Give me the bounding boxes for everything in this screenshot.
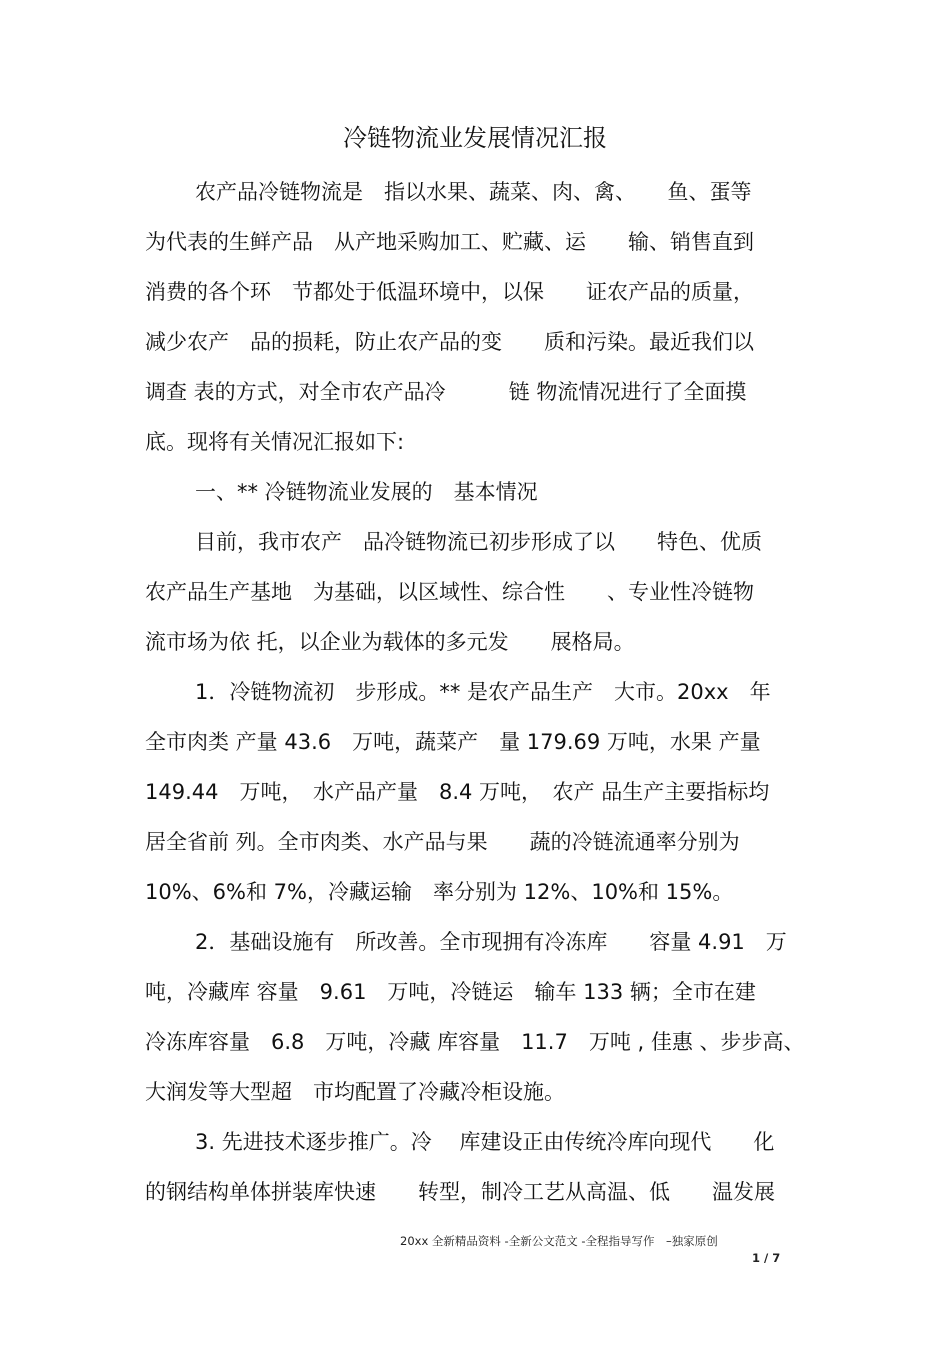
footer-text: 20xx 全新精品资料 -全新公文范文 -全程指导写作 –独家原创 — [400, 1234, 718, 1248]
paragraph-line: 全市肉类 产量 43.6 万吨，蔬菜产 量 179.69 万吨，水果 产量 — [145, 730, 761, 754]
paragraph-line: 3. 先进技术逐步推广。冷 库建设正由传统冷库向现代 化 — [195, 1130, 775, 1154]
paragraph-line: 2．基础设施有 所改善。全市现拥有冷冻库 容量 4.91 万 — [195, 930, 787, 954]
paragraph-line: 1．冷链物流初 步形成。** 是农产品生产 大市。20xx 年 — [195, 680, 771, 704]
paragraph-line: 农产品冷链物流是 指以水果、蔬菜、肉、禽、 鱼、蛋等 — [195, 180, 752, 204]
paragraph-line: 冷冻库容量 6.8 万吨，冷藏 库容量 11.7 万吨 , 佳惠 、步步高、 — [145, 1030, 805, 1054]
paragraph-line: 减少农产 品的损耗，防止农产品的变 质和污染。最近我们以 — [145, 330, 754, 354]
section-heading: 一、** 冷链物流业发展的 基本情况 — [195, 480, 538, 504]
paragraph-line: 吨，冷藏库 容量 9.61 万吨，冷链运 输车 133 辆；全市在建 — [145, 980, 756, 1004]
paragraph-line: 消费的各个环 节都处于低温环境中，以保 证农产品的质量， — [145, 280, 754, 304]
paragraph-line: 的钢结构单体拼装库快速 转型，制冷工艺从高温、低 温发展 — [145, 1180, 775, 1204]
paragraph-line: 底。现将有关情况汇报如下: — [145, 430, 405, 454]
document-title: 冷链物流业发展情况汇报 — [343, 124, 607, 152]
paragraph-line: 农产品生产基地 为基础，以区域性、综合性 、专业性冷链物 — [145, 580, 754, 604]
paragraph-line: 为代表的生鲜产品 从产地采购加工、贮藏、运 输、销售直到 — [145, 230, 754, 254]
paragraph-line: 大润发等大型超 市均配置了冷藏冷柜设施。 — [145, 1080, 565, 1104]
paragraph-line: 流市场为依 托，以企业为载体的多元发 展格局。 — [145, 630, 635, 654]
page-indicator: 1 / 7 — [752, 1251, 781, 1265]
paragraph-line: 居全省前 列。全市肉类、水产品与果 蔬的冷链流通率分别为 — [145, 830, 740, 854]
paragraph-line: 10%、6%和 7%，冷藏运输 率分别为 12%、10%和 15%。 — [145, 880, 734, 904]
paragraph-line: 调查 表的方式，对全市农产品冷 链 物流情况进行了全面摸 — [145, 380, 747, 404]
paragraph-line: 149.44 万吨， 水产品产量 8.4 万吨， 农产 品生产主要指标均 — [145, 780, 770, 804]
paragraph-line: 目前，我市农产 品冷链物流已初步形成了以 特色、优质 — [195, 530, 762, 554]
